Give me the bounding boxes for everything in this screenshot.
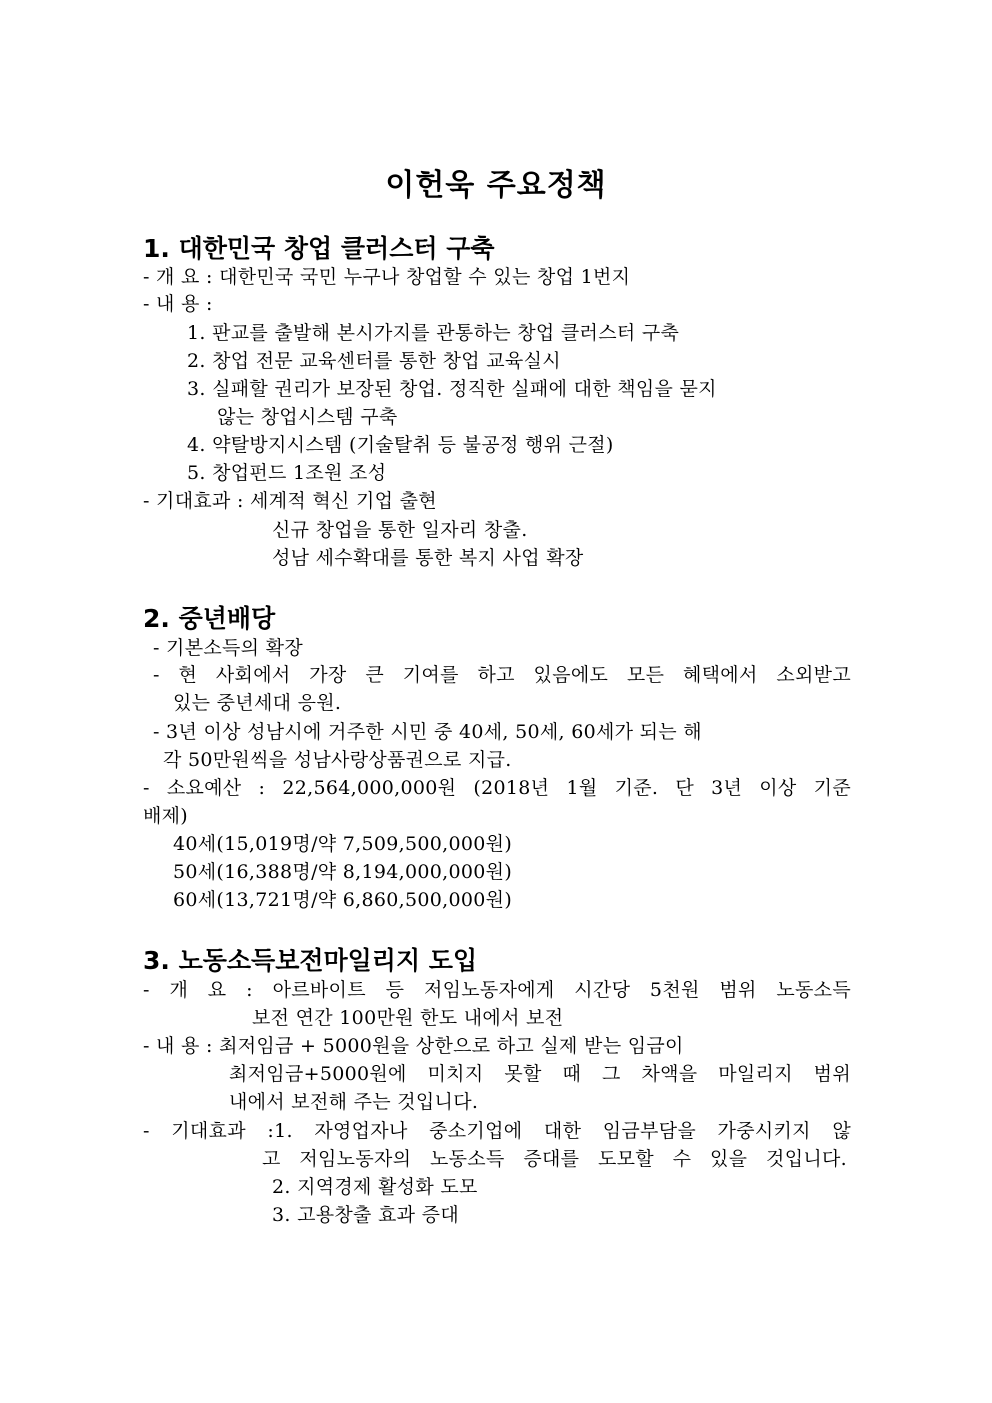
section-1-line-7: 4. 약탈방지시스템 (기술탈취 등 불공정 행위 근절): [187, 434, 614, 456]
section-2-line-6: - 소요예산 : 22,564,000,000원 (2018년 1월 기준. 단 3년 이상 기준: [143, 777, 851, 799]
section-3-heading: 3. 노동소득보전마일리지 도입: [143, 946, 478, 975]
section-3-line-2: 보전 연간 100만원 한도 내에서 보전: [252, 1007, 564, 1029]
section-1-line-2: - 내 용 :: [143, 293, 213, 315]
section-1-line-11: 성남 세수확대를 통한 복지 사업 확장: [272, 547, 584, 569]
section-1-line-4: 2. 창업 전문 교육센터를 통한 창업 교육실시: [187, 350, 561, 372]
section-2-line-1: - 기본소득의 확장: [153, 637, 303, 659]
section-1-line-5: 3. 실패할 권리가 보장된 창업. 정직한 실패에 대한 책임을 묻지: [187, 378, 717, 400]
section-2-line-8: 40세(15,019명/약 7,509,500,000원): [173, 833, 513, 855]
section-3-line-8: 2. 지역경제 활성화 도모: [272, 1176, 478, 1198]
section-2-line-7: 배제): [143, 805, 189, 827]
section-2-line-10: 60세(13,721명/약 6,860,500,000원): [173, 889, 513, 911]
section-1-line-3: 1. 판교를 출발해 본시가지를 관통하는 창업 클러스터 구축: [187, 322, 680, 344]
section-3-line-1: - 개 요 : 아르바이트 등 저임노동자에게 시간당 5천원 범위 노동소득: [143, 979, 851, 1001]
section-1-line-10: 신규 창업을 통한 일자리 창출.: [272, 519, 528, 541]
section-3-line-7: 고 저임노동자의 노동소득 증대를 도모할 수 있을 것입니다.: [262, 1148, 847, 1170]
section-2-line-4: - 3년 이상 성남시에 거주한 시민 중 40세, 50세, 60세가 되는 해: [153, 721, 702, 743]
section-3-line-5: 내에서 보전해 주는 것입니다.: [229, 1091, 479, 1113]
section-3-line-4: 최저임금+5000원에 미치지 못할 때 그 차액을 마일리지 범위: [229, 1063, 851, 1085]
section-3-line-3: - 내 용 : 최저임금 + 5000원을 상한으로 하고 실제 받는 임금이: [143, 1035, 684, 1057]
section-1-line-1: - 개 요 : 대한민국 국민 누구나 창업할 수 있는 창업 1번지: [143, 266, 631, 288]
section-1-heading: 1. 대한민국 창업 클러스터 구축: [143, 234, 495, 263]
section-2-line-3: 있는 중년세대 응원.: [173, 692, 342, 714]
section-2-heading: 2. 중년배당: [143, 604, 276, 633]
section-1-line-8: 5. 창업펀드 1조원 조성: [187, 462, 387, 484]
section-2-line-5: 각 50만원씩을 성남사랑상품권으로 지급.: [163, 749, 512, 771]
section-2-line-9: 50세(16,388명/약 8,194,000,000원): [173, 861, 513, 883]
section-1-line-6: 않는 창업시스템 구축: [217, 406, 398, 428]
section-3-line-6: - 기대효과 :1. 자영업자나 중소기업에 대한 임금부담을 가중시키지 않: [143, 1120, 851, 1142]
section-2-line-2: - 현 사회에서 가장 큰 기여를 하고 있음에도 모든 혜택에서 소외받고: [153, 664, 851, 686]
document-title: 이헌욱 주요정책: [385, 168, 607, 203]
section-3-line-9: 3. 고용창출 효과 증대: [272, 1204, 459, 1226]
section-1-line-9: - 기대효과 : 세계적 혁신 기업 출현: [143, 490, 437, 512]
